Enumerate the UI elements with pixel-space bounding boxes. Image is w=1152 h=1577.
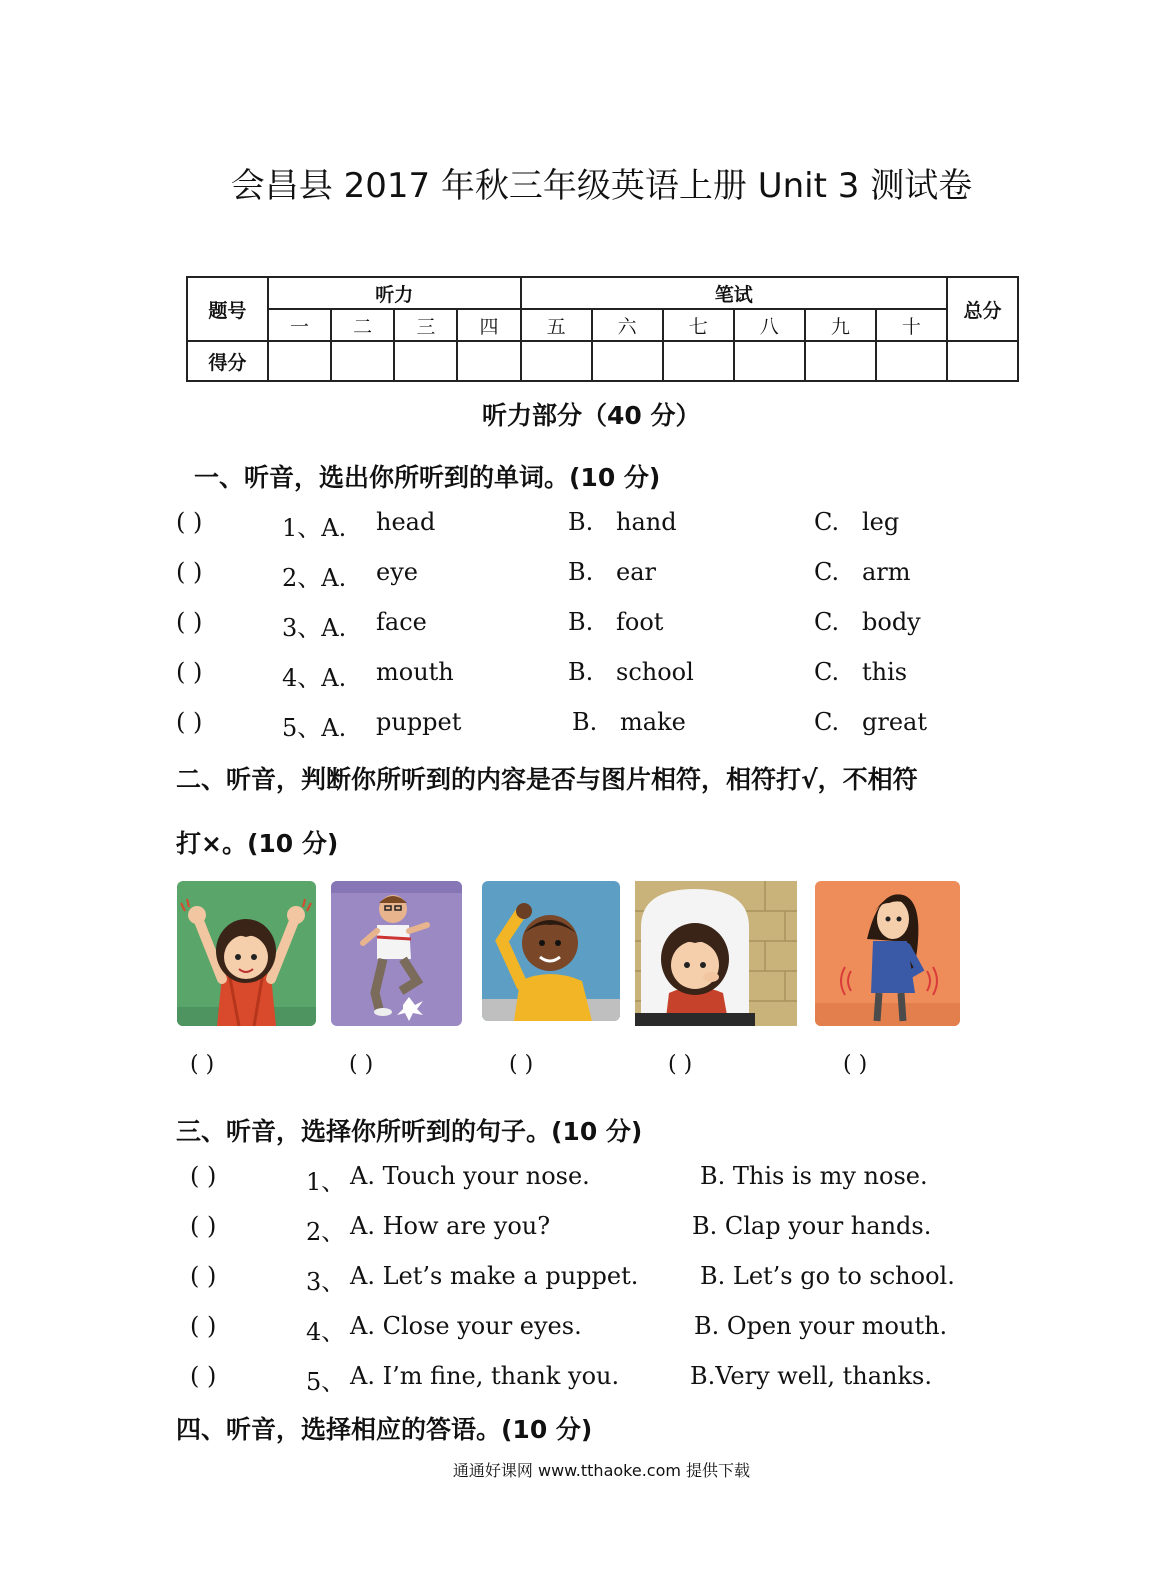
answer-blank[interactable]: ( ) — [190, 1312, 217, 1340]
item-number: 4、A. — [282, 664, 347, 692]
section2-heading-line2: 打×。(10 分) — [176, 829, 339, 858]
section2-heading-line1: 二、听音，判断你所听到的内容是否与图片相符，相符打√，不相符 — [176, 765, 918, 794]
item-number: 3、 — [306, 1268, 346, 1296]
item-number: 4、 — [306, 1318, 346, 1346]
option-c: great — [862, 708, 927, 736]
girl-waving-picture — [177, 881, 316, 1026]
score-table — [186, 276, 1019, 382]
q-num-2: 二 — [331, 309, 394, 341]
score-cell[interactable] — [394, 341, 457, 381]
option-c-label: C. — [814, 708, 840, 736]
option-b: B. Clap your hands. — [692, 1212, 932, 1240]
option-b-label: B. — [568, 558, 594, 586]
answer-blank[interactable]: ( ) — [176, 708, 203, 736]
option-b: ear — [616, 558, 656, 586]
option-c-label: C. — [814, 658, 840, 686]
score-cell[interactable] — [331, 341, 394, 381]
total-score-cell[interactable] — [947, 341, 1018, 381]
answer-blank[interactable]: ( ) — [176, 508, 203, 536]
option-a: face — [376, 608, 427, 636]
item-number: 2、A. — [282, 564, 347, 592]
option-b-label: B. — [568, 658, 594, 686]
item-number: 1、 — [306, 1168, 346, 1196]
score-cell[interactable] — [592, 341, 663, 381]
answer-blank[interactable]: ( ) — [190, 1052, 215, 1077]
q-num-10: 十 — [876, 309, 947, 341]
section1-heading: 一、听音，选出你所听到的单词。(10 分) — [194, 463, 661, 492]
answer-blank[interactable]: ( ) — [190, 1362, 217, 1390]
question-no-header: 题号 — [187, 277, 268, 341]
option-b: foot — [616, 608, 664, 636]
option-b: make — [620, 708, 686, 736]
score-cell[interactable] — [876, 341, 947, 381]
option-b-label: B. — [568, 608, 594, 636]
q-num-4: 四 — [457, 309, 520, 341]
q-num-7: 七 — [663, 309, 734, 341]
option-c: body — [862, 608, 921, 636]
score-label: 得分 — [187, 341, 268, 381]
option-a: head — [376, 508, 436, 536]
q-num-1: 一 — [268, 309, 331, 341]
total-header: 总分 — [947, 277, 1018, 341]
q-num-9: 九 — [805, 309, 876, 341]
option-a: A. How are you? — [350, 1212, 551, 1240]
score-cell[interactable] — [268, 341, 331, 381]
boy-stamping-foot-picture — [331, 881, 462, 1026]
option-c: arm — [862, 558, 911, 586]
score-cell[interactable] — [805, 341, 876, 381]
answer-blank[interactable]: ( ) — [190, 1212, 217, 1240]
answer-blank[interactable]: ( ) — [190, 1162, 217, 1190]
item-number: 2、 — [306, 1218, 346, 1246]
answer-blank[interactable]: ( ) — [176, 558, 203, 586]
answer-blank[interactable]: ( ) — [509, 1052, 534, 1077]
answer-blank[interactable]: ( ) — [176, 608, 203, 636]
girl-at-window-picture — [635, 881, 797, 1026]
girl-touching-body-picture — [815, 881, 960, 1026]
q-num-5: 五 — [521, 309, 592, 341]
answer-blank[interactable]: ( ) — [668, 1052, 693, 1077]
item-number: 5、 — [306, 1368, 346, 1396]
section4-heading: 四、听音，选择相应的答语。(10 分) — [176, 1415, 593, 1444]
answer-blank[interactable]: ( ) — [843, 1052, 868, 1077]
writing-header: 笔试 — [521, 277, 947, 309]
footer-source-note: 通通好课网 www.tthaoke.com 提供下载 — [452, 1461, 751, 1480]
option-b: B. Let’s go to school. — [700, 1262, 955, 1290]
answer-blank[interactable]: ( ) — [176, 658, 203, 686]
item-number: 1、A. — [282, 514, 347, 542]
option-a: eye — [376, 558, 418, 586]
q-num-6: 六 — [592, 309, 663, 341]
option-a: mouth — [376, 658, 454, 686]
option-c-label: C. — [814, 608, 840, 636]
option-c: this — [862, 658, 908, 686]
answer-blank[interactable]: ( ) — [190, 1262, 217, 1290]
option-b: B.Very well, thanks. — [690, 1362, 932, 1390]
score-cell[interactable] — [663, 341, 734, 381]
listening-header: 听力 — [268, 277, 521, 309]
section3-heading: 三、听音，选择你所听到的句子。(10 分) — [176, 1117, 643, 1146]
q-num-8: 八 — [734, 309, 805, 341]
option-c-label: C. — [814, 508, 840, 536]
item-number: 3、A. — [282, 614, 347, 642]
option-a: A. Close your eyes. — [350, 1312, 582, 1340]
option-a: A. Let’s make a puppet. — [350, 1262, 639, 1290]
score-cell[interactable] — [457, 341, 520, 381]
option-b-label: B. — [572, 708, 598, 736]
option-b: B. This is my nose. — [700, 1162, 928, 1190]
option-c: leg — [862, 508, 900, 536]
option-a: A. Touch your nose. — [350, 1162, 590, 1190]
boy-touching-head-picture — [482, 881, 620, 1021]
option-c-label: C. — [814, 558, 840, 586]
option-b: school — [616, 658, 694, 686]
option-a: A. I’m fine, thank you. — [350, 1362, 620, 1390]
option-b: hand — [616, 508, 677, 536]
exam-title: 会昌县 2017 年秋三年级英语上册 Unit 3 测试卷 — [230, 166, 973, 206]
option-b: B. Open your mouth. — [694, 1312, 948, 1340]
answer-blank[interactable]: ( ) — [349, 1052, 374, 1077]
option-a: puppet — [376, 708, 462, 736]
item-number: 5、A. — [282, 714, 347, 742]
score-cell[interactable] — [521, 341, 592, 381]
option-b-label: B. — [568, 508, 594, 536]
q-num-3: 三 — [394, 309, 457, 341]
score-cell[interactable] — [734, 341, 805, 381]
listening-part-heading: 听力部分（40 分） — [482, 401, 701, 430]
